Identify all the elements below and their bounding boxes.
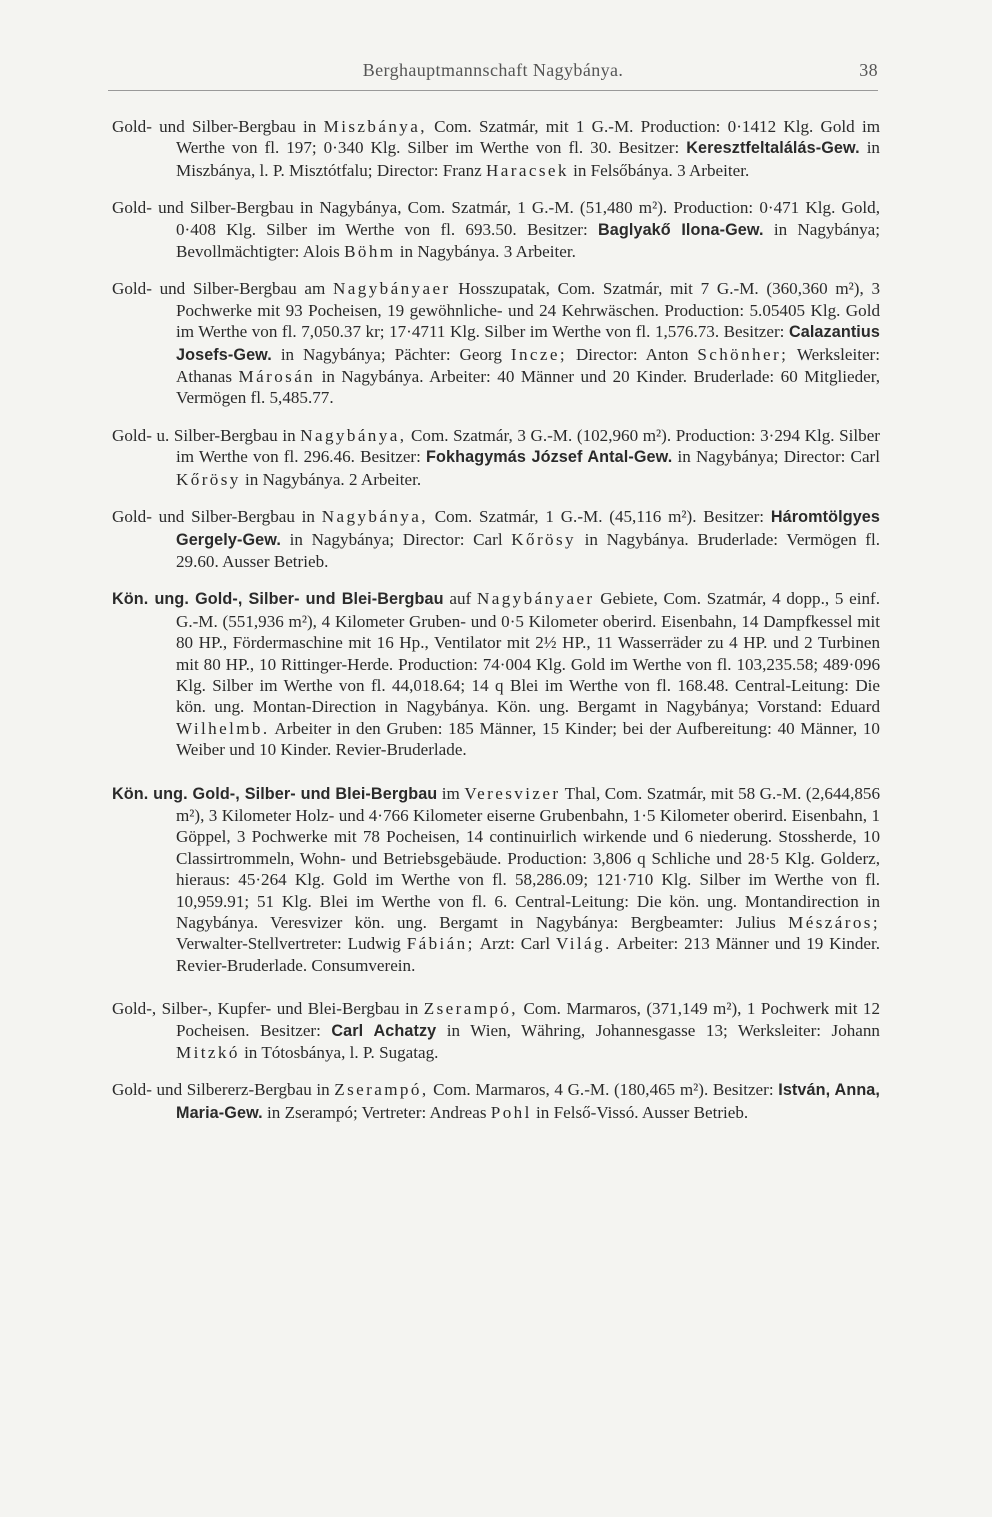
person-name: Mészáros; <box>788 913 880 932</box>
place-name: Zserampó, <box>334 1080 429 1100</box>
place-name: Nagybánya, <box>300 425 407 445</box>
person-name: Haracsek <box>486 160 569 180</box>
person-name: Böhm <box>344 242 396 262</box>
owner-name: István, Anna, Maria-Gew. <box>176 1081 881 1122</box>
person-name: Schönher; <box>697 344 789 364</box>
owner-name: Baglyakő Ilona-Gew. <box>597 220 764 239</box>
person-name: Mitzkó <box>176 1043 240 1063</box>
place-name: Miszbánya, <box>323 117 427 136</box>
entry-kon-ung-veresviz: Kön. ung. Gold-, Silber- und Blei-Bergbau im Veresvizer Thal, Com. Szatmár, mit 58 G.-M. (2,644,856 m²), 3 Kilometer Holz- und 4·766 Kilometer eiserne Grubenbahn, 1·5 Kilometer oberird. Eisenbahn, 1 Göppel, 3 Pochwerke mit 78 Pocheisen, 14 continuirlich wirkende und 6 niederung. Stossherde, 10 Classirtrommeln, Wohn- und Betriebsgebäude. Production: 3,806 q Schliche und 28·5 Klg. Golderz, hieraus: 45·264 Klg. Gold im Werthe von fl. 58,286.09; 121·710 Klg. Silber im Werthe von fl. 10,959.91; 51 Klg. Blei im Werthe von fl. 6. Central-Leitung: Die kön. ung. Montandirection in Nagybánya. Veresvizer kön. ung. Bergamt in Nagybánya: Bergbeamter: Julius Mészáros; Verwalter-Stellvertreter: Ludwig Fábián; Arzt: Carl Világ. Arbeiter: 213 Männer und 19 Kinder. Revier-Bruderlade. Consumverein. <box>112 783 880 975</box>
owner-name: Keresztfeltalálás-Gew. <box>686 139 860 158</box>
place-name: Veresvizer <box>464 783 561 803</box>
place-name: Nagybányaer <box>477 589 595 609</box>
place-name: Nagybánya, <box>321 507 428 527</box>
header-rule <box>108 90 878 91</box>
entry-miszbanya: Gold- und Silber-Bergbau in Miszbánya, Com. Szatmár, mit 1 G.-M. Production: 0·1412 Klg. Gold im Werthe von fl. 197; 0·340 Klg. Silber im Werthe von fl. 30. Besitzer: Keresztfeltalálás-Gew. in Miszbánya, l. P. Misztótfalu; Director: Franz Haracsek in Felsőbánya. 3 Arbeiter. <box>112 117 881 180</box>
entry-zserampo-achatzy: Gold-, Silber-, Kupfer- und Blei-Bergbau in Zserampó, Com. Marmaros, (371,149 m²), 1 Pochwerk mit 12 Pocheisen. Besitzer: Carl Achatzy in Wien, Währing, Johannesgasse 13; Werksleiter: Johann Mitzkó in Tótosbánya, l. P. Sugatag. <box>112 999 881 1063</box>
entry-fokhagymas: Gold- u. Silber-Bergbau in Nagybánya, Com. Szatmár, 3 G.-M. (102,960 m²). Production: 3·294 Klg. Silber im Werthe von fl. 296.46. Besitzer: Fokhagymás József Antal-Gew. in Nagybánya; Director: Carl Kőrösy in Nagybánya. 2 Arbeiter. <box>112 425 880 489</box>
owner-name: Calazantius Josefs-Gew. <box>176 323 880 364</box>
person-name: Világ. <box>556 934 612 954</box>
person-name: Márosán <box>238 367 316 387</box>
entry-kon-ung-nagybanya: Kön. ung. Gold-, Silber- und Blei-Bergbau auf Nagybányaer Gebiete, Com. Szatmár, 4 dopp., 5 einf. G.-M. (551,936 m²), 4 Kilometer Gruben- und 0·5 Kilometer oberird. Eisenbahn, 14 Dampfkessel mit 80 HP., Fördermaschine mit 16 Hp., Ventilator mit 2½ HP., 11 Wasserräder zu 4 HP. und 2 Turbinen mit 80 HP., 10 Rittinger-Herde. Production: 74·004 Klg. Gold im Werthe von fl. 103,235.58; 489·096 Klg. Silber im Werthe von fl. 44,018.64; 14 q Blei im Werthe von fl. 168.48. Central-Leitung: Die kön. ung. Montan-Direction in Nagybánya. Kön. ung. Bergamt in Nagybánya; Vorstand: Eduard Wilhelmb. Arbeiter in den Gruben: 185 Männer, 15 Kinder; bei der Aufbereitung: 40 Männer, 10 Weiber und 10 Kinder. Revier-Bruderlade. <box>112 589 881 760</box>
entry-zserampo-istvan: Gold- und Silbererz-Bergbau in Zserampó, Com. Marmaros, 4 G.-M. (180,465 m²). Besitzer: István, Anna, Maria-Gew. in Zserampó; Vertreter: Andreas Pohl in Felső-Vissó. Ausser Betrieb. <box>112 1080 881 1122</box>
place-name: Zserampó, <box>423 999 518 1019</box>
entry-haromtolgyes: Gold- und Silber-Bergbau in Nagybánya, Com. Szatmár, 1 G.-M. (45,116 m²). Besitzer: Háromtölgyes Gergely-Gew. in Nagybánya; Director: Carl Kőrösy in Nagybánya. Bruderlade: Vermögen fl. 29.60. Ausser Betrieb. <box>112 507 881 571</box>
entry-hosszupatak: Gold- und Silber-Bergbau am Nagybányaer Hosszupatak, Com. Szatmár, mit 7 G.-M. (360,360 m²), 3 Pochwerke mit 93 Pocheisen, 19 gewöhnliche- und 24 Kehrwäschen. Production: 5.05405 Klg. Gold im Werthe von fl. 7,050.37 kr; 17·4711 Klg. Silber im Werthe von fl. 1,576.73. Besitzer: Calazantius Josefs-Gew. in Nagybánya; Pächter: Georg Incze; Director: Anton Schönher; Werksleiter: Athanas Márosán in Nagybánya. Arbeiter: 40 Männer und 20 Kinder. Bruderlade: 60 Mitglieder, Vermögen fl. 5,485.77. <box>112 279 880 408</box>
entry-baglyako: Gold- und Silber-Bergbau in Nagybánya, Com. Szatmár, 1 G.-M. (51,480 m²). Production: 0·471 Klg. Gold, 0·408 Klg. Silber im Werthe von fl. 693.50. Besitzer: Baglyakő Ilona-Gew. in Nagybánya; Bevollmächtigter: Alois Böhm in Nagybánya. 3 Arbeiter. <box>112 198 880 262</box>
entries-list <box>112 116 880 1140</box>
owner-name: Carl Achatzy <box>331 1021 437 1040</box>
owner-name: Kön. ung. Gold-, Silber- und Blei-Bergbau <box>112 590 444 609</box>
person-name: Pohl <box>490 1102 532 1122</box>
page-number: 38 <box>859 60 878 80</box>
person-name: Wilhelmb. <box>176 718 270 738</box>
place-name: Nagybányaer <box>333 279 451 299</box>
owner-name: Háromtölgyes Gergely-Gew. <box>176 508 881 549</box>
owner-name: Kön. ung. Gold-, Silber- und Blei-Bergbau <box>112 784 438 803</box>
person-name: Kőrösy <box>511 529 576 549</box>
running-title: Berghauptmannschaft Nagybánya. <box>362 60 624 80</box>
owner-name: Fokhagymás József Antal-Gew. <box>426 448 673 467</box>
person-name: Incze; <box>510 344 568 364</box>
person-name: Fábián; <box>406 934 475 954</box>
person-name: Kőrösy <box>176 469 241 489</box>
running-head <box>108 60 878 86</box>
